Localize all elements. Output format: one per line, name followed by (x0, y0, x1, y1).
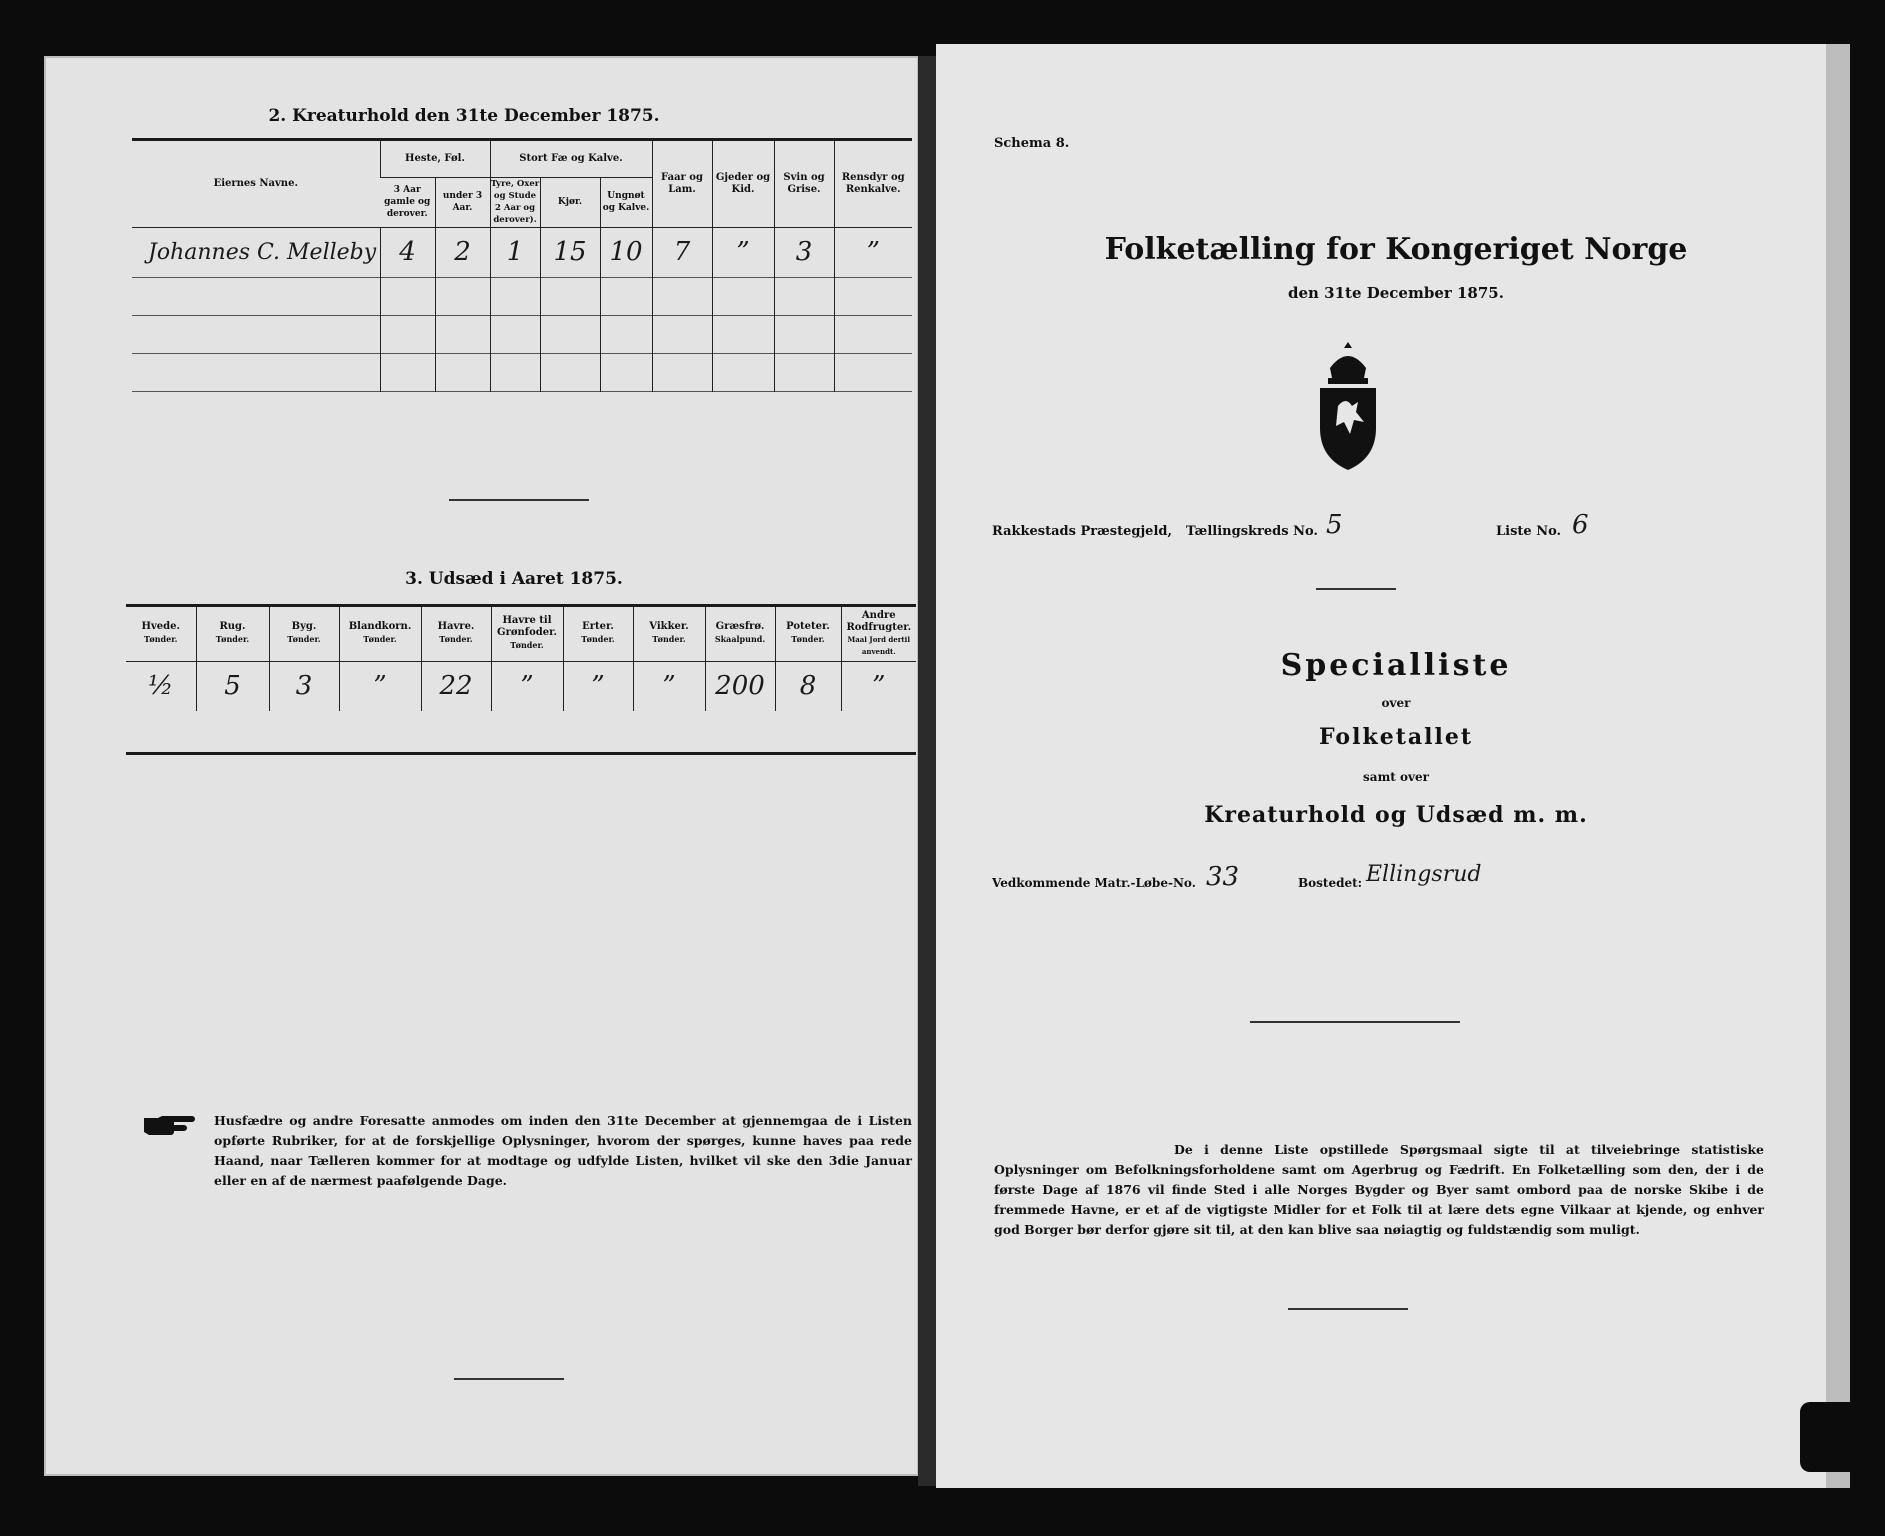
matr-number: 33 (1206, 862, 1240, 892)
col-bulls: Tyre, Oxer og Stude 2 Aar og derover). (490, 179, 540, 225)
cell-graesfro: 200 (705, 661, 775, 711)
cell-pigs: 3 (774, 227, 834, 277)
list-label: Liste No. (1496, 524, 1562, 539)
cell-havre-gronfoder: ” (491, 661, 563, 711)
cell-cows: 15 (540, 227, 600, 277)
cell-horses-old: 4 (380, 227, 435, 277)
col-byg: Byg. Tønder. (269, 607, 339, 661)
col-graesfro: Græsfrø. Skaalpund. (705, 607, 775, 661)
col-young-cattle: Ungnøt og Kalve. (600, 177, 652, 227)
schema-label: Schema 8. (994, 136, 1070, 151)
right-page (936, 44, 1826, 1488)
col-rug: Rug. Tønder. (196, 607, 269, 661)
list-number: 6 (1572, 510, 1589, 540)
col-vikker: Vikker. Tønder. (633, 607, 705, 661)
col-blandkorn: Blandkorn. Tønder. (339, 607, 421, 661)
left-page (44, 56, 919, 1476)
parish-name: Rakkestads Præstegjeld, (992, 524, 1173, 539)
divider (1288, 1308, 1408, 1310)
table-row (132, 315, 912, 353)
cell-byg: 3 (269, 661, 339, 711)
section2-title: 2. Kreaturhold den 31te December 1875. (268, 106, 660, 126)
col-hvede: Hvede. Tønder. (141, 621, 180, 645)
col-havre: Havre. Tønder. (421, 607, 491, 661)
col-havre-gronfoder: Havre til Grønfoder. Tønder. (491, 607, 563, 661)
cell-havre: 22 (421, 661, 491, 711)
page-title: Folketælling for Kongeriget Norge (1104, 232, 1688, 267)
divider (449, 499, 589, 501)
cell-blandkorn: ” (339, 661, 421, 711)
cell-rug: 5 (196, 661, 269, 711)
over-text: over (1381, 696, 1411, 710)
cell-andre-rodfrugter: ” (841, 661, 916, 711)
table-row (126, 661, 916, 711)
cell-reindeer: ” (834, 227, 912, 277)
cell-vikker: ” (633, 661, 705, 711)
table-row (132, 353, 912, 391)
col-horses-old: 3 Aar gamle og derover. (384, 185, 431, 219)
cell-sheep: 7 (652, 227, 712, 277)
cell-young-cattle: 10 (600, 227, 652, 277)
bosted-name: Ellingsrud (1366, 862, 1482, 887)
col-erter: Erter. Tønder. (563, 607, 633, 661)
divider (1250, 1021, 1460, 1023)
cell-goats: ” (712, 227, 774, 277)
group-horses: Heste, Føl. (380, 141, 490, 177)
cell-horses-young: 2 (435, 227, 490, 277)
table-row (132, 227, 912, 277)
divider (454, 1378, 564, 1380)
cell-poteter: 8 (775, 661, 841, 711)
table-row (132, 277, 912, 315)
bosted-label: Bostedet: (1298, 876, 1363, 890)
notice-text: Husfædre og andre Foresatte anmodes om inden den 31te December at gjennemgaa de i Listen opførte Rubriker, for at de forskjellige Oplysninger, hvorom der spørges, kunne haves paa rede Haand, naar Tælleren kommer for at modtage og udfylde Listen, hvilket vil ske den 3die Januar eller en af de nærmest paafølgende Dage. (214, 1113, 912, 1188)
col-owner-name: Eiernes Navne. (213, 177, 298, 189)
district-number: 5 (1326, 510, 1343, 540)
col-horses-young: under 3 Aar. (435, 177, 490, 227)
coat-of-arms-icon (1310, 340, 1386, 472)
owner-name: Johannes C. Melleby (148, 239, 377, 265)
folketallet-text: Folketallet (1319, 724, 1473, 750)
col-pigs: Svin og Grise. (774, 141, 834, 227)
clip-shadow (1800, 1402, 1860, 1472)
special-list-title: Specialliste (1280, 648, 1512, 683)
group-cattle: Stort Fæ og Kalve. (490, 141, 652, 177)
district-label: Tællingskreds No. (1186, 524, 1318, 539)
matr-label: Vedkommende Matr.-Løbe-No. (992, 876, 1196, 890)
section3-title: 3. Udsæd i Aaret 1875. (405, 569, 623, 589)
livestock-table (132, 141, 912, 392)
census-date: den 31te December 1875. (1288, 284, 1504, 302)
cell-bulls: 1 (490, 227, 540, 277)
seed-table (126, 607, 916, 711)
samt-over-text: samt over (1363, 770, 1429, 784)
divider (1316, 588, 1396, 590)
col-poteter: Poteter. Tønder. (775, 607, 841, 661)
purpose-text: De i denne Liste opstillede Spørgsmaal sigte til at tilveiebringe statistiske Oplysninger om Befolkningsforholdene samt om Agerbrug og Fædrift. En Folketælling som den, der i de første Dage af 1876 vil finde Sted i alle Norges Bygder og Byer samt ombord paa de norske Skibe i de fremmede Havne, er et af de vigtigste Midler for et Folk til at lære dets egne Vilkaar at kjende, og enhver god Borger bør derfor gjøre sit til, at den kan blive saa nøiagtig og fuldstændig som muligt. (994, 1142, 1764, 1237)
cell-erter: ” (563, 661, 633, 711)
kreaturhold-text: Kreaturhold og Udsæd m. m. (1204, 802, 1588, 828)
pointing-hand-icon (142, 1114, 198, 1136)
table-bottom-rule (126, 752, 916, 755)
col-andre-rodfrugter: Andre Rodfrugter. Maal Jord dertil anvendt. (841, 607, 916, 661)
col-reindeer: Rensdyr og Renkalve. (834, 141, 912, 227)
cell-hvede: ½ (148, 671, 174, 702)
col-sheep: Faar og Lam. (652, 141, 712, 227)
col-goats: Gjeder og Kid. (712, 141, 774, 227)
col-cows: Kjør. (540, 177, 600, 227)
